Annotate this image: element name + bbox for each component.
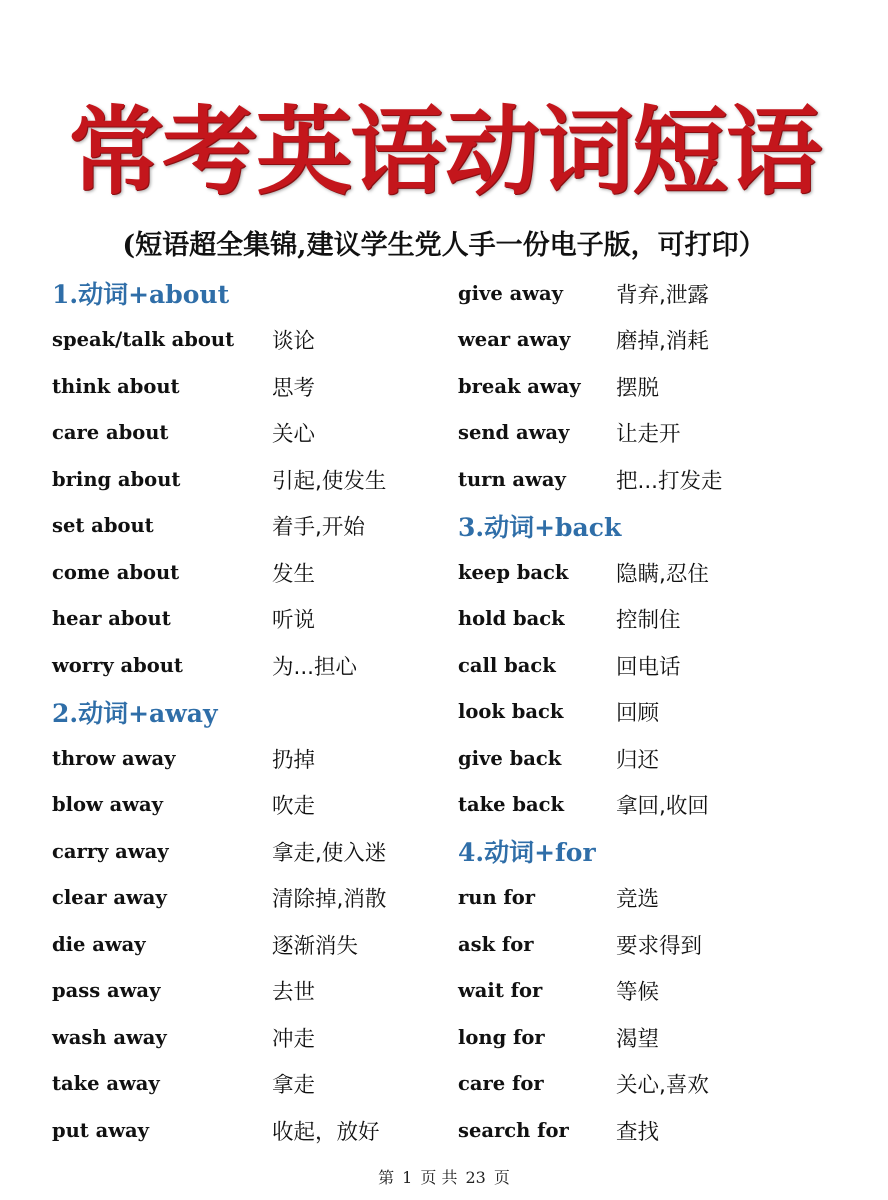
phrase-meaning: 吹走 — [272, 794, 316, 820]
phrase-row — [52, 1014, 452, 1061]
phrase-row — [458, 689, 858, 736]
phrase-meaning: 清除掉,消散 — [272, 887, 387, 913]
phrase-meaning: 思考 — [272, 375, 316, 401]
phrase-text: blow away — [52, 793, 164, 817]
footer-prefix: 第 — [378, 1168, 395, 1187]
phrase-text: give away — [458, 281, 563, 305]
phrase-meaning: 引起,使发生 — [272, 468, 387, 494]
phrase-meaning: 回电话 — [616, 654, 681, 680]
phrase-text: wash away — [52, 1025, 167, 1049]
phrase-row — [52, 642, 452, 689]
phrase-meaning: 冲走 — [272, 1026, 316, 1052]
phrase-row — [458, 1107, 858, 1154]
phrase-meaning: 查找 — [616, 1119, 660, 1145]
phrase-row — [458, 317, 858, 364]
phrase-text: speak/talk about — [52, 328, 235, 352]
phrase-row — [458, 549, 858, 596]
phrase-row — [52, 828, 452, 875]
phrase-text: think about — [52, 374, 180, 398]
phrase-row — [458, 735, 858, 782]
phrase-text: ask for — [458, 932, 534, 956]
phrase-row — [52, 875, 452, 922]
phrase-row — [52, 1061, 452, 1108]
phrase-text: send away — [458, 421, 570, 445]
right-column — [458, 270, 858, 1154]
section-heading-label: 2.动词+away — [52, 698, 218, 728]
phrase-meaning: 拿走 — [272, 1073, 316, 1099]
phrase-row — [458, 968, 858, 1015]
phrase-row — [52, 596, 452, 643]
left-column — [52, 270, 452, 1154]
phrase-meaning: 摆脱 — [616, 375, 660, 401]
phrase-meaning: 让走开 — [616, 422, 681, 448]
phrase-text: run for — [458, 886, 536, 910]
phrase-text: hold back — [458, 607, 565, 631]
phrase-meaning: 背弃,泄露 — [616, 282, 709, 308]
phrase-text: clear away — [52, 886, 167, 910]
phrase-meaning: 磨掉,消耗 — [616, 329, 709, 355]
phrase-row — [52, 1107, 452, 1154]
phrase-text: throw away — [52, 746, 176, 770]
phrase-meaning: 着手,开始 — [272, 515, 365, 541]
phrase-text: give back — [458, 746, 562, 770]
phrase-text: carry away — [52, 839, 169, 863]
phrase-meaning: 回顾 — [616, 701, 660, 727]
phrase-row — [52, 782, 452, 829]
phrase-meaning: 等候 — [616, 980, 660, 1006]
phrase-row — [458, 921, 858, 968]
phrase-text: take away — [52, 1072, 160, 1096]
phrase-text: pass away — [52, 979, 161, 1003]
phrase-text: keep back — [458, 560, 569, 584]
phrase-text: break away — [458, 374, 581, 398]
phrase-meaning: 隐瞒,忍住 — [616, 561, 709, 587]
phrase-meaning: 要求得到 — [616, 933, 703, 959]
footer-page-number: 1 — [402, 1168, 413, 1187]
phrase-row — [458, 1014, 858, 1061]
phrase-text: care for — [458, 1072, 544, 1096]
phrase-row — [458, 596, 858, 643]
phrase-meaning: 扔掉 — [272, 747, 316, 773]
phrase-row — [52, 363, 452, 410]
phrase-meaning: 收起，放好 — [272, 1119, 380, 1145]
phrase-row — [458, 1061, 858, 1108]
phrase-row — [52, 503, 452, 550]
section-heading-back — [458, 503, 858, 550]
phrase-text: wear away — [458, 328, 571, 352]
phrase-text: come about — [52, 560, 180, 584]
phrase-meaning: 关心,喜欢 — [616, 1073, 709, 1099]
phrase-meaning: 把...打发走 — [616, 468, 723, 494]
phrase-meaning: 拿回,收回 — [616, 794, 709, 820]
phrase-text: take back — [458, 793, 565, 817]
phrase-text: search for — [458, 1118, 569, 1142]
phrase-row — [52, 410, 452, 457]
phrase-meaning: 拿走,使入迷 — [272, 840, 387, 866]
phrase-text: long for — [458, 1025, 545, 1049]
phrase-text: look back — [458, 700, 564, 724]
phrase-meaning: 竞选 — [616, 887, 660, 913]
section-heading-label: 4.动词+for — [458, 838, 596, 868]
phrase-meaning: 谈论 — [272, 329, 316, 355]
phrase-meaning: 发生 — [272, 561, 316, 587]
phrase-meaning: 控制住 — [616, 608, 681, 634]
phrase-row — [458, 363, 858, 410]
footer-total-pages: 23 — [465, 1168, 486, 1187]
phrase-text: turn away — [458, 467, 566, 491]
phrase-text: worry about — [52, 653, 183, 677]
phrase-row — [52, 456, 452, 503]
phrase-meaning: 逐渐消失 — [272, 933, 359, 959]
phrase-row — [458, 410, 858, 457]
phrase-meaning: 去世 — [272, 980, 316, 1006]
section-heading-label: 1.动词+about — [52, 280, 230, 310]
phrase-meaning: 渴望 — [616, 1026, 660, 1052]
section-heading-for — [458, 828, 858, 875]
page-footer — [0, 1164, 888, 1192]
phrase-meaning: 归还 — [616, 747, 660, 773]
phrase-text: bring about — [52, 467, 181, 491]
section-heading-label: 3.动词+back — [458, 512, 622, 542]
phrase-row — [52, 317, 452, 364]
phrase-row — [52, 735, 452, 782]
section-heading-about — [52, 270, 452, 317]
phrase-row — [458, 782, 858, 829]
phrase-text: care about — [52, 421, 169, 445]
phrase-row — [458, 642, 858, 689]
phrase-text: hear about — [52, 607, 171, 631]
page-title: 常考英语动词短语 — [68, 96, 820, 208]
phrase-text: die away — [52, 932, 146, 956]
phrase-meaning: 为...担心 — [272, 654, 358, 680]
section-heading-away — [52, 689, 452, 736]
phrase-row — [458, 456, 858, 503]
footer-middle: 页 共 — [420, 1168, 458, 1187]
phrase-text: call back — [458, 653, 556, 677]
phrase-row — [458, 270, 858, 317]
phrase-meaning: 关心 — [272, 422, 316, 448]
footer-suffix: 页 — [493, 1168, 510, 1187]
phrase-row — [52, 968, 452, 1015]
phrase-row — [52, 549, 452, 596]
phrase-text: set about — [52, 514, 154, 538]
phrase-text: wait for — [458, 979, 543, 1003]
phrase-text: put away — [52, 1118, 149, 1142]
phrase-row — [458, 875, 858, 922]
phrase-meaning: 听说 — [272, 608, 316, 634]
phrase-row — [52, 921, 452, 968]
page-subtitle: (短语超全集锦,建议学生党人手一份电子版，可打印） — [122, 230, 766, 261]
